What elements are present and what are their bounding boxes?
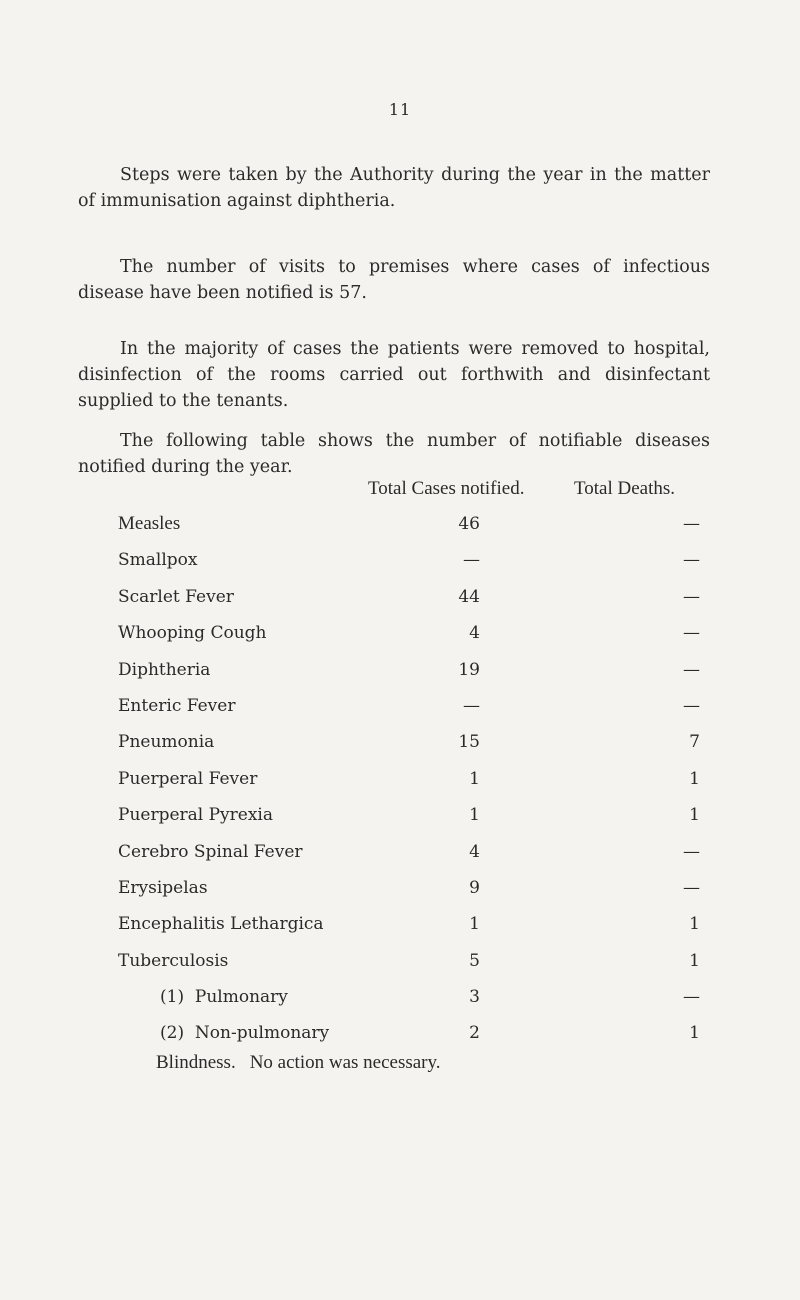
cases-value: 2 [469,1023,480,1044]
deaths-value: — [683,987,700,1008]
deaths-value: 1 [689,805,700,826]
table-row [0,696,800,732]
deaths-value: — [683,659,700,680]
deaths-value: 1 [689,914,700,935]
table-row [0,550,800,586]
cases-value: 1 [469,805,480,826]
paragraph-visits: The number of visits to premises where cases of infectious disease have been notified is 57. [78,257,710,303]
cases-value: 1 [469,768,480,789]
table-row [0,587,800,623]
table-row [0,623,800,659]
disease-subtype-name: (1) Pulmonary [160,987,288,1008]
paragraph-removal: In the majority of cases the patients were removed to hospital, disinfection of the rooms carried out forthwith and disinfectant supplied to the tenants. [78,339,710,411]
cases-value: 5 [469,950,480,971]
table-row [0,514,800,550]
disease-name: Pneumonia [118,732,215,753]
deaths-value: — [683,550,700,571]
deaths-value: — [683,841,700,862]
disease-name: Smallpox [118,550,198,571]
deaths-value: — [683,877,700,898]
paragraph-table-intro: The following table shows the number of notifiable diseases notified during the year. [78,431,710,477]
table-row [0,951,800,987]
table-row [0,987,800,1023]
table-row [0,805,800,841]
deaths-value: — [683,695,700,716]
cases-value: — [463,695,480,716]
cases-value: 4 [469,623,480,644]
diseases-table [0,514,800,1060]
cases-value: 3 [469,987,480,1008]
blindness-note [156,1052,441,1074]
cases-value: 44 [458,586,480,607]
disease-name: Tuberculosis [118,950,229,971]
table-row [0,660,800,696]
disease-name: Diphtheria [118,659,211,680]
disease-name: Encephalitis Lethargica [118,914,324,935]
disease-name: Whooping Cough [118,623,267,644]
table-row [0,769,800,805]
disease-name: Puerperal Fever [118,768,258,789]
disease-name: Puerperal Pyrexia [118,805,274,826]
cases-value: 46 [458,514,480,534]
deaths-value: — [683,623,700,644]
disease-subtype-name: (2) Non-pulmonary [160,1023,330,1044]
column-header-total-deaths: Total Deaths. [574,478,676,499]
deaths-value: 7 [689,732,700,753]
page-number: 11 [388,100,412,119]
table-row [0,914,800,950]
blindness-label: Blindness. [156,1052,236,1073]
table-row [0,732,800,768]
deaths-value: — [683,586,700,607]
deaths-value: 1 [689,950,700,971]
deaths-value: 1 [689,1023,700,1044]
column-header-total-cases: Total Cases notified. [368,478,525,499]
deaths-value: 1 [689,768,700,789]
disease-name: Measles [118,513,181,534]
cases-value: — [463,550,480,571]
cases-value: 15 [458,732,480,753]
paragraph-immunisation: Steps were taken by the Authority during the year in the matter of immunisation against diphtheria. [78,165,710,211]
cases-value: 4 [469,841,480,862]
disease-name: Scarlet Fever [118,586,234,607]
cases-value: 1 [469,914,480,935]
table-row [0,842,800,878]
blindness-text: No action was necessary. [249,1052,441,1073]
cases-value: 19 [458,659,480,680]
disease-name: Erysipelas [118,877,208,898]
deaths-value: — [683,514,700,534]
disease-name: Enteric Fever [118,695,236,716]
table-row [0,878,800,914]
cases-value: 9 [469,877,480,898]
disease-name: Cerebro Spinal Fever [118,841,303,862]
